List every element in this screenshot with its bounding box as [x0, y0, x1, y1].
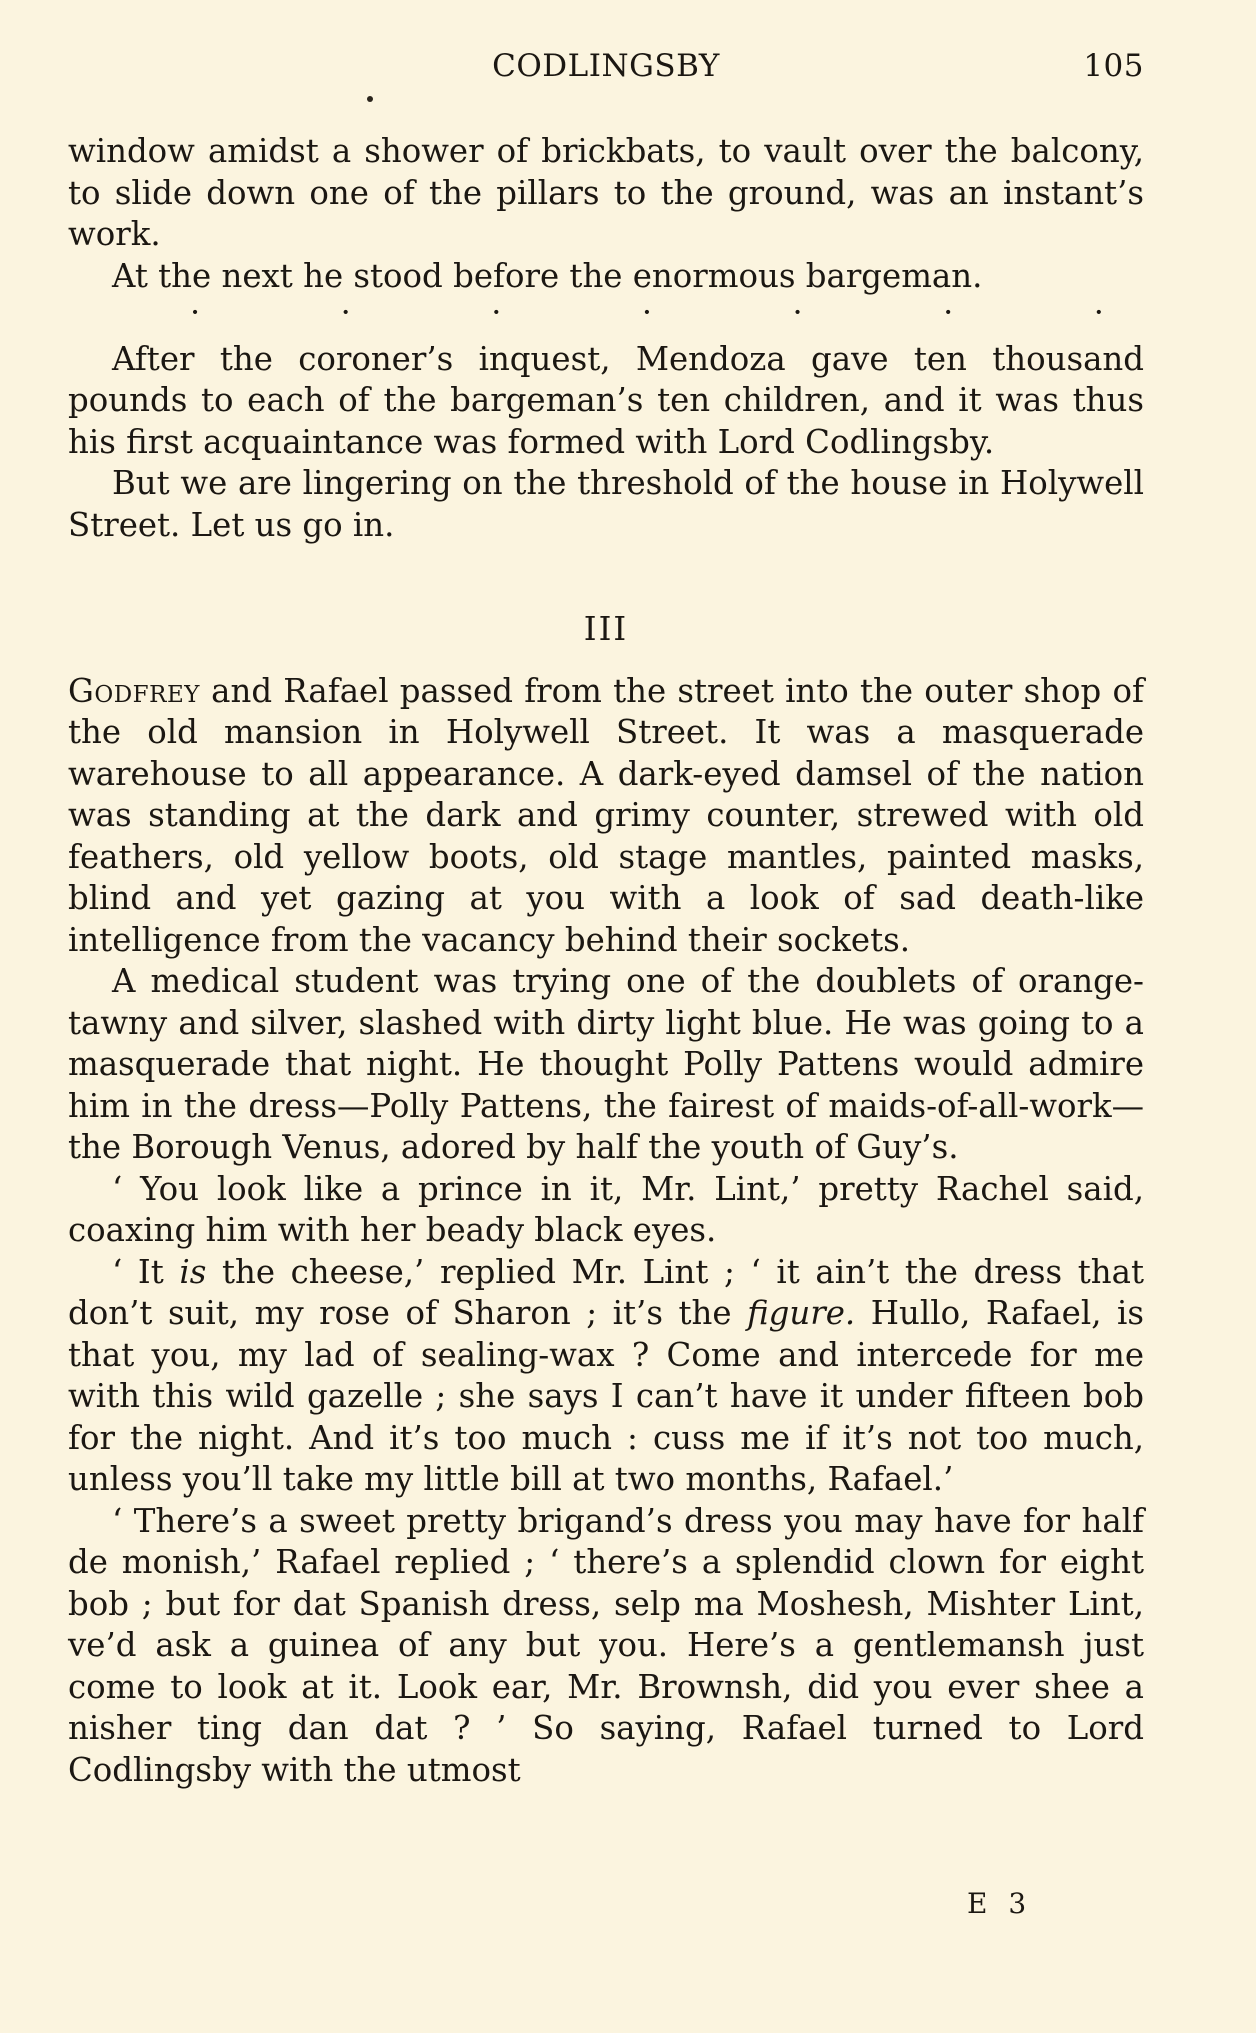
section-break-dots: [68, 293, 1144, 339]
body-text: [68, 131, 1144, 1791]
spacer: [68, 546, 1144, 588]
paragraph: After the coroner’s inquest, Mendoza gave ten thousand pounds to each of the bargeman’s ten children, and it was thus his first acquaintance was formed with Lord Codlingsby.: [68, 339, 1144, 461]
paragraph: ‘ You look like a prince in it, Mr. Lint,’ pretty Rachel said, coaxing him with her beady black eyes.: [68, 1169, 1144, 1249]
ornament-dot: ·: [340, 293, 351, 331]
ornament-dot: ·: [792, 293, 803, 331]
signature-letter: E: [967, 1887, 994, 1920]
paragraph-continues: ‘ There’s a sweet pretty brigand’s dress you may have for half de monish,’ Rafael replied ; ‘ there’s a splendid clown for eight bob ; but for dat Spanish dress, selp ma Moshesh, Mishter Lint, ve’d ask a guinea of any but you. Here’s a gentlemansh just come to look at it. Look ear, Mr. Brownsh, did you ever shee a nisher ting dan dat ? ’ So saying, Rafael turned to Lord Codlingsby with the utmost: [68, 1501, 1144, 1789]
ornament-dot: ·: [641, 293, 653, 331]
text-run: Hullo, Rafael, is that you, my lad of sealing-wax ? Come and intercede for me with this wild gazelle ; she says I can’t have it under fifteen bob for the night. And it’s too much : cuss me if it’s not too much, unless you’ll take my little bill at two months, Rafael.’: [68, 1294, 1144, 1498]
page-header: [68, 48, 1144, 92]
ornament-dot: ·: [491, 293, 502, 331]
page-number: 105: [1083, 48, 1144, 84]
section-heading: III: [583, 609, 629, 648]
opening-text: and Rafael passed from the street into the outer shop of the old mansion in Holywell Street. It was a masquerade warehouse to all appearance. A dark-eyed damsel of the nation was standing at the dark and grimy counter, strewed with old feathers, old yellow boots, old stage mantles, painted masks, blind and yet gazing at you with a look of sad death-like intelligence from the vacancy behind their sockets.: [68, 671, 1144, 959]
italic-figure: figure.: [747, 1294, 856, 1332]
ornament-dot: ·: [1093, 293, 1104, 331]
ink-speck: [367, 96, 373, 102]
paragraph: [68, 1252, 1144, 1501]
paragraph: At the next he stood before the enormous bargeman.: [112, 256, 983, 295]
opening-word: Godfrey: [68, 671, 200, 710]
paragraph: But we are lingering on the threshold of the house in Holywell Street. Let us go in.: [68, 464, 1144, 544]
text-run: the cheese,’ replied Mr. Lint ; ‘ it ain’t the dress that don’t suit, my rose of Sharon ; it’s the: [68, 1252, 1144, 1332]
section-opening-paragraph: [68, 671, 1144, 962]
paragraph: A medical student was trying one of the doublets of orange-tawny and silver, slashed with dirty light blue. He was going to a masquerade that night. He thought Polly Pattens would admire him in the dress—Polly Pattens, the fairest of maids-of-all-work—the Borough Venus, adored by half the youth of Guy’s.: [68, 962, 1144, 1166]
printer-signature: [967, 1887, 1032, 1920]
running-title: CODLINGSBY: [492, 48, 720, 84]
ornament-dot: ·: [943, 293, 954, 331]
text-run: ‘ It: [112, 1252, 180, 1291]
ornament-dot: ·: [190, 293, 201, 331]
italic-is: is: [179, 1252, 207, 1291]
signature-number: 3: [1008, 1887, 1033, 1920]
paragraph-continued: window amidst a shower of brickbats, to vault over the balcony, to slide down one of the pillars to the ground, was an instant’s work.: [68, 132, 1144, 253]
